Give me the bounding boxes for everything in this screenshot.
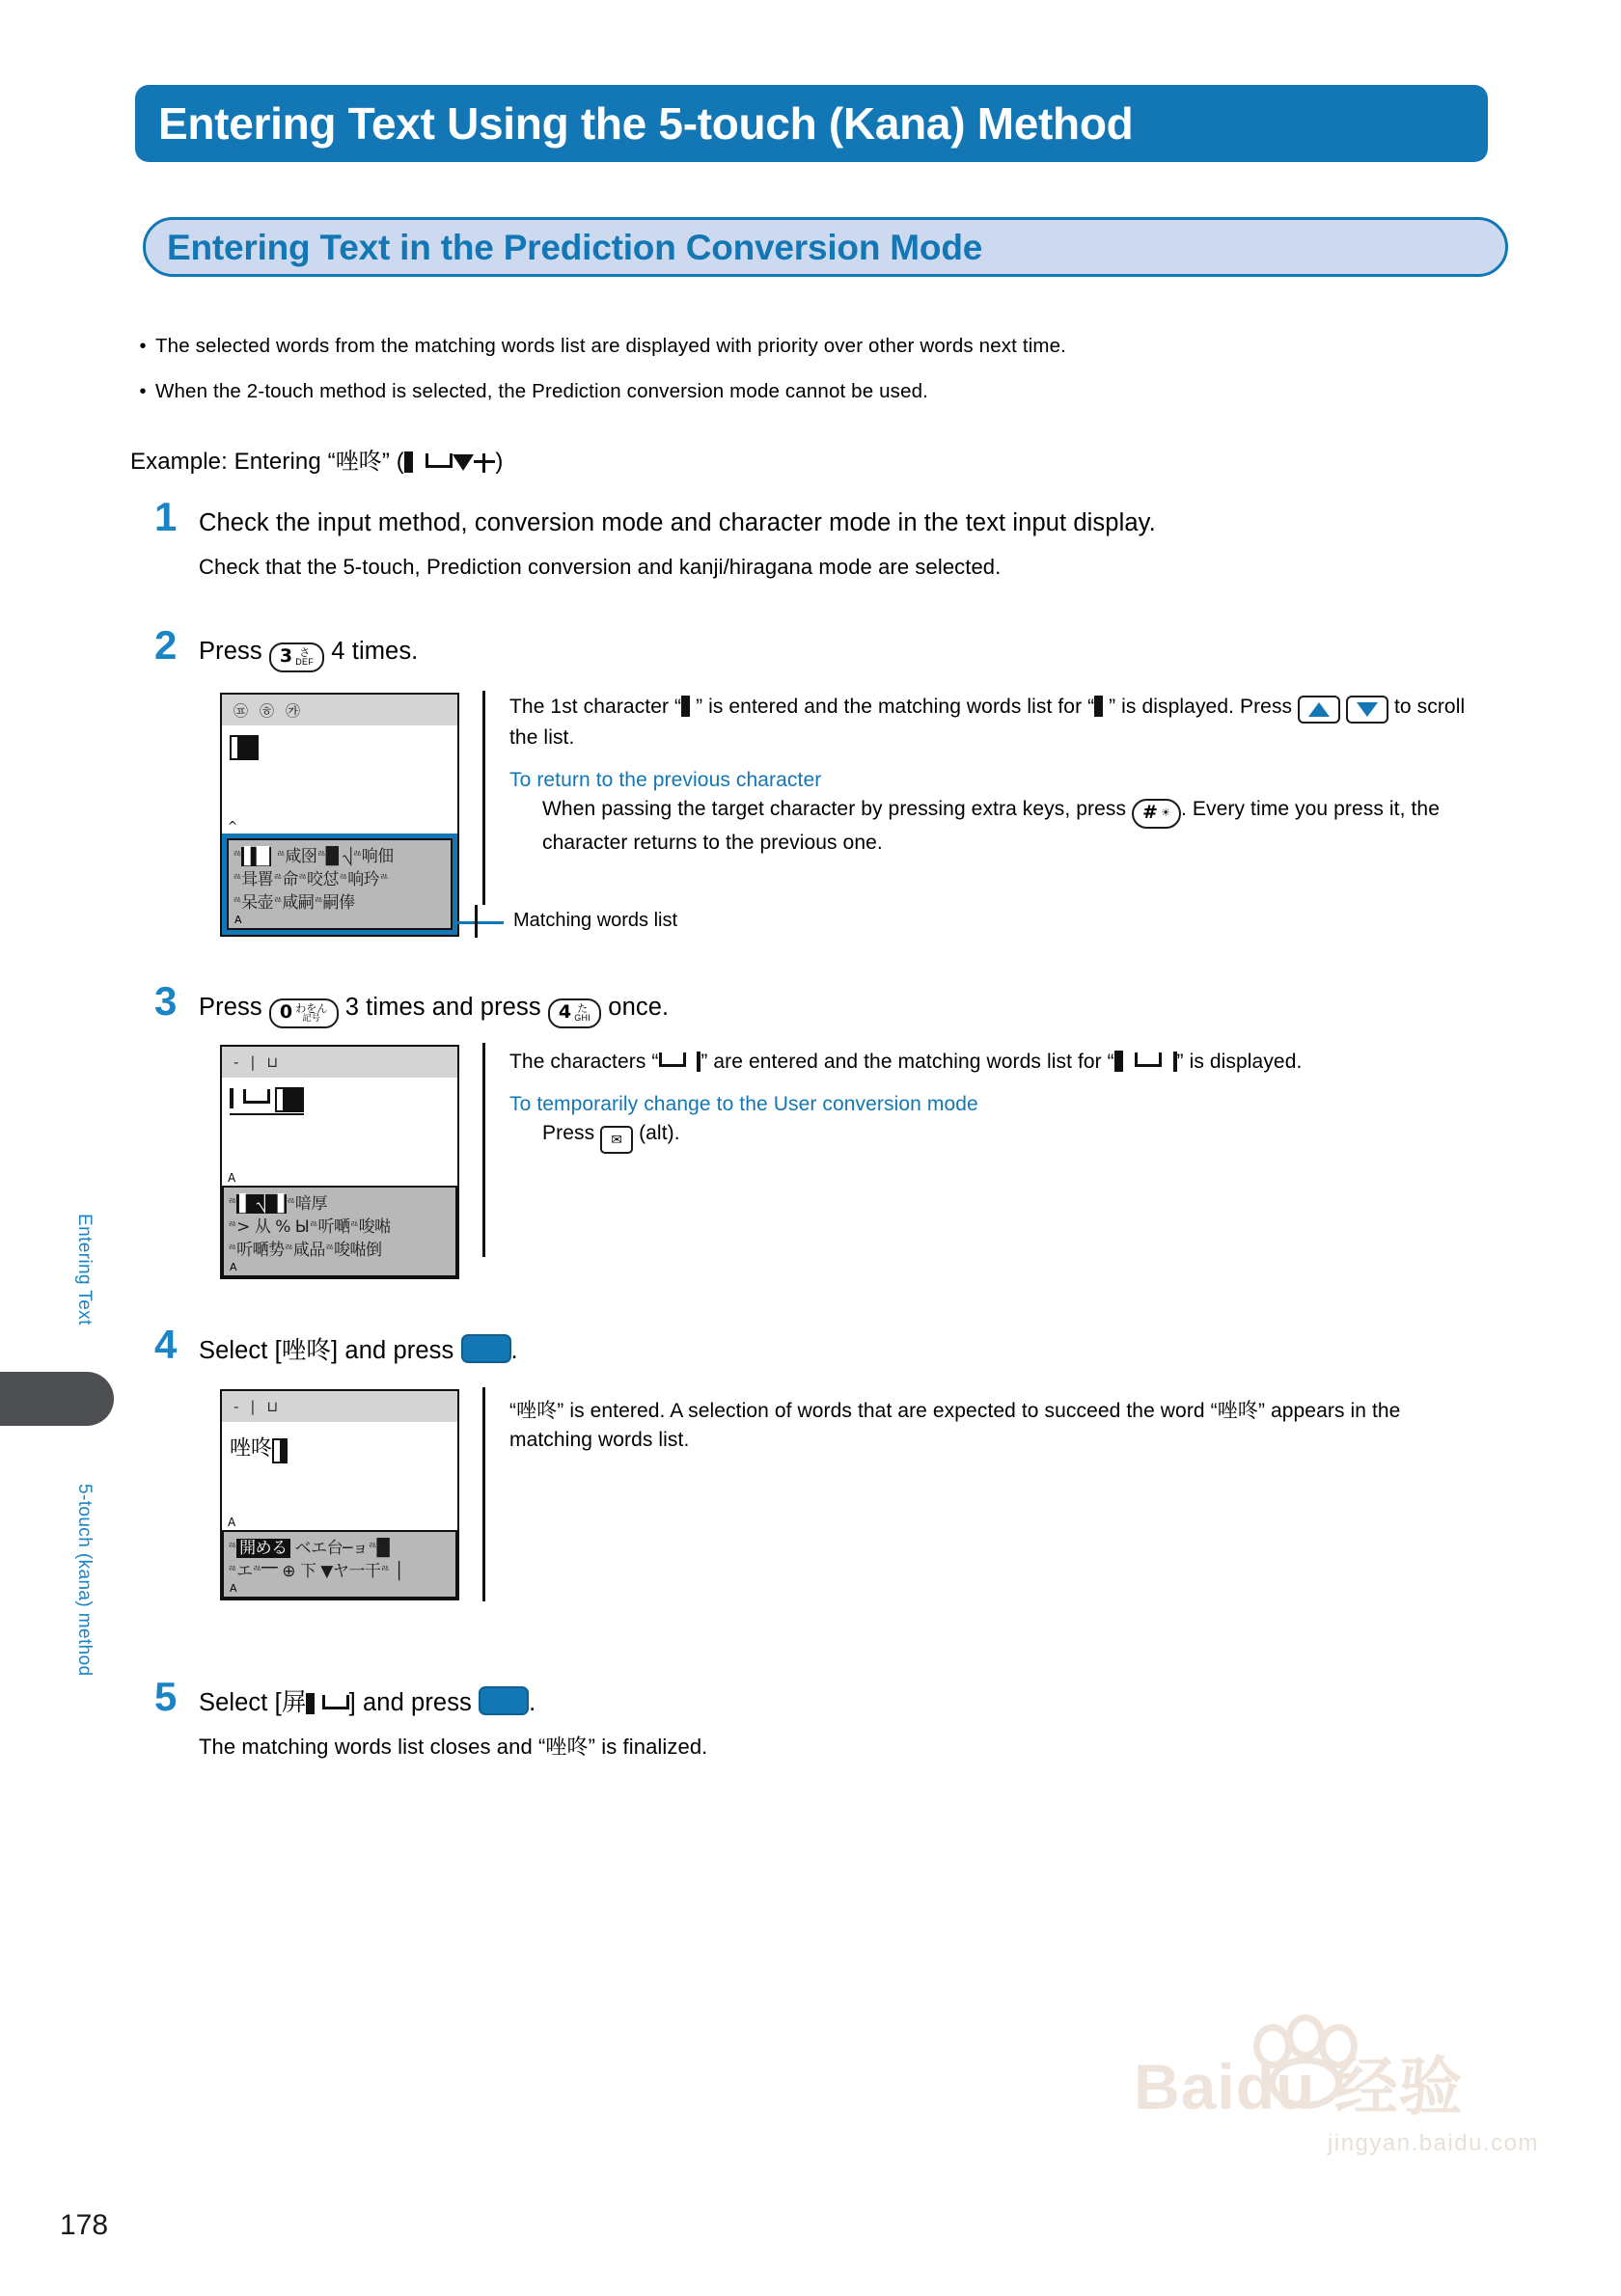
tip-text: .	[1181, 798, 1187, 820]
step-title-end: .	[510, 1337, 518, 1364]
step-title-suffix: ] and press	[348, 1689, 472, 1716]
matching-words-list-highlight	[222, 834, 457, 935]
key-latin: GHI	[574, 1012, 591, 1023]
step-title-prefix: Press	[199, 994, 262, 1021]
key-latin: DEF	[295, 656, 315, 667]
keypad-key-0[interactable]	[269, 998, 339, 1028]
kana-triangle-glyph-icon	[453, 454, 474, 471]
explain-text: is displayed.	[1189, 1051, 1303, 1073]
list-item	[130, 333, 1500, 360]
triangle-down-icon	[1357, 702, 1378, 717]
explain-text: word “唑咚” appears in the matching words list.	[509, 1400, 1401, 1451]
step-2	[154, 622, 1505, 672]
step-number: 5	[154, 1674, 178, 1719]
step-title-end: .	[529, 1689, 536, 1716]
step-2-explanation	[509, 693, 1484, 858]
step-title-prefix: Select [	[199, 1337, 282, 1364]
tip-heading: To temporarily change to the User conversion mode	[509, 1093, 978, 1115]
candidate-row[interactable]: $^ㅬ$ ▌ ⎷ ▐ $^ㅬ$喑厚	[228, 1194, 327, 1214]
kana-bar-glyph-icon	[306, 1693, 315, 1714]
kana-bar-glyph-icon	[1094, 696, 1103, 717]
callout-leader-line	[453, 921, 504, 924]
step-number: 1	[154, 494, 178, 539]
status-icon-2: ㉭	[260, 701, 275, 720]
scroll-down-indicator-icon: A	[230, 1582, 237, 1595]
side-tab-subsection-label: 5-touch (kana) method	[74, 1484, 95, 1677]
example-open-quote: “	[327, 449, 336, 475]
step-4-explanation	[509, 1397, 1484, 1455]
explain-text: The 1st character “	[509, 696, 682, 718]
step-number: 2	[154, 622, 178, 668]
status-icon-1: ㉬	[234, 701, 249, 720]
mail-key-icon[interactable]: ✉	[600, 1126, 633, 1154]
status-icon-1: -	[234, 1053, 239, 1071]
step-3	[154, 978, 1505, 1028]
matching-words-list[interactable]	[222, 1186, 457, 1277]
entered-text: 唑咚	[230, 1436, 273, 1461]
key-digit: 0	[279, 1001, 293, 1023]
watermark-subtext: jingyan.baidu.com	[1328, 2130, 1539, 2156]
kana-bar-glyph-icon	[230, 1088, 234, 1108]
scroll-up-indicator-icon: A	[228, 1516, 236, 1529]
screen-text-area	[222, 725, 457, 834]
status-icon-2: |	[250, 1053, 256, 1071]
step-target-word: 唑咚	[281, 1337, 332, 1364]
keypad-key-4[interactable]	[548, 998, 601, 1028]
status-icon-1: -	[234, 1398, 239, 1415]
section-title-bar	[143, 217, 1508, 277]
phone-screen-step-3	[220, 1045, 459, 1279]
candidate-row[interactable]: $^ㅬ$咠嘼$^ㅬ$命$^ㅬ$咬怤$^ㅬ$响玪$^ㅬ$	[233, 870, 389, 889]
watermark	[1134, 2051, 1539, 2219]
status-icon-3: ㉮	[286, 701, 301, 720]
bullet-dot-icon: •	[139, 381, 147, 402]
tip-heading: To return to the previous character	[509, 769, 822, 791]
screen-text-area	[222, 1078, 457, 1186]
page-number: 178	[60, 2209, 109, 2241]
callout-label: Matching words list	[513, 910, 678, 931]
triangle-up-icon	[1308, 702, 1330, 717]
select-key-icon[interactable]	[461, 1334, 511, 1363]
tip-body	[542, 1119, 1484, 1154]
example-close-quote: ”	[381, 449, 390, 475]
step-target-word: 屏	[281, 1689, 307, 1716]
side-tab-section-label: Entering Text	[74, 1214, 95, 1326]
step-subtitle: Check that the 5-touch, Prediction conversion and kanji/hiragana mode are selected.	[199, 555, 1002, 579]
screen-divider-rule	[482, 691, 485, 905]
step-title-suffix: once.	[608, 994, 670, 1021]
step-number: 3	[154, 978, 178, 1024]
explain-text: ”	[1176, 1051, 1184, 1073]
step-1	[154, 494, 1505, 582]
list-item	[130, 378, 1500, 405]
step-title-suffix: ] and press	[331, 1337, 454, 1364]
page-title-bar	[135, 85, 1488, 162]
matching-words-list[interactable]	[227, 838, 453, 930]
example-paren-open: (	[396, 449, 404, 475]
notes-list	[130, 333, 1500, 424]
candidate-row[interactable]: $^ㅬ$ 開める ベエ台─ョ$^ㅬ$█	[228, 1539, 390, 1558]
step-title-prefix: Press	[199, 638, 262, 665]
screen-status-bar	[222, 1047, 457, 1078]
kana-bar-glyph-icon	[1114, 1051, 1123, 1072]
scroll-down-indicator-icon: A	[234, 914, 242, 926]
key-kana: ☀	[1161, 806, 1171, 819]
step-title-prefix: Select [	[199, 1689, 282, 1716]
screen-status-bar	[222, 1391, 457, 1422]
tip-text: When passing the target character by pressing extra keys, press	[542, 798, 1127, 820]
candidate-row[interactable]: $^ㅬ$听嗮势$^ㅬ$咸品$^ㅬ$唆喖倒	[228, 1241, 382, 1260]
kana-hook-glyph-icon	[659, 1052, 686, 1067]
step-title-middle: 3 times and press	[344, 994, 541, 1021]
key-latin: 記号	[302, 1012, 321, 1023]
explain-text: ” is entered and the matching words list for “	[696, 696, 1095, 718]
step-3-explanation	[509, 1048, 1484, 1154]
example-paren-close: )	[495, 449, 504, 475]
step-4	[154, 1322, 1505, 1367]
paw-print-icon	[1248, 2014, 1373, 2097]
example-prefix: Example: Entering	[130, 449, 321, 475]
candidate-row[interactable]: $^ㅬ$呆壶$^ㅬ$咸嗣$^ㅬ$嗣俸	[233, 893, 355, 913]
candidate-row[interactable]: $^ㅬ$ ▌█ $^ㅬ$咸囹$^ㅬ$█ ⎷$^ㅬ$响佃	[233, 847, 394, 866]
key-digit: 3	[279, 645, 293, 667]
scroll-up-key[interactable]	[1298, 696, 1340, 724]
key-kana: さ	[299, 645, 311, 659]
keypad-key-hash[interactable]	[1132, 799, 1181, 829]
section-title: Entering Text in the Prediction Conversion Mode	[167, 227, 983, 267]
kana-hook-glyph-icon	[322, 1695, 349, 1709]
step-subtitle: The matching words list closes and “唑咚” is finalized.	[199, 1735, 708, 1759]
scroll-down-indicator-icon: A	[230, 1261, 237, 1273]
tip-text: (alt).	[639, 1122, 680, 1144]
bullet-dot-icon: •	[139, 336, 147, 357]
note-text: The selected words from the matching words list are displayed with priority over other words next time.	[155, 335, 1067, 357]
step-title-suffix: 4 times.	[331, 638, 419, 665]
kana-plus-glyph-icon	[474, 451, 495, 473]
note-text: When the 2-touch method is selected, the Prediction conversion mode cannot be used.	[155, 380, 929, 402]
kana-bar-glyph-icon	[404, 451, 413, 473]
tip-text: Press	[542, 1122, 595, 1144]
status-icon-3: ⊔	[266, 1053, 279, 1071]
text-cursor-icon	[230, 735, 259, 760]
key-digit: 4	[558, 1001, 572, 1023]
matching-words-list[interactable]	[222, 1530, 457, 1599]
tip-text: Every time you press it, the character returns to the previous one.	[542, 798, 1440, 854]
scroll-up-indicator-icon: ^	[228, 819, 238, 833]
key-digit: #	[1142, 802, 1159, 823]
explain-text: to scroll the list.	[509, 696, 1466, 749]
example-word: 唑咚	[335, 449, 382, 475]
candidate-row[interactable]: $^ㅬ$エ$^ㅬ$⎻ ⊕ 下 ▼ヤ一干$^ㅬ$ │	[228, 1562, 404, 1581]
page-title: Entering Text Using the 5-touch (Kana) Method	[158, 98, 1134, 149]
explain-text: ” is	[1109, 696, 1137, 718]
step-5	[154, 1674, 1505, 1762]
explain-text: “唑咚” is entered. A selection of words that are expected to succeed the	[509, 1400, 1155, 1422]
phone-screen-step-4	[220, 1389, 459, 1600]
step-title: Check the input method, conversion mode and character mode in the text input display.	[199, 509, 1156, 536]
status-icon-3: ⊔	[266, 1398, 279, 1415]
tip-body	[542, 795, 1484, 858]
text-cursor-icon	[275, 1087, 304, 1112]
side-tab-thumb-marker	[0, 1372, 114, 1426]
key-kana: た	[577, 1001, 589, 1015]
side-tab-rail	[46, 1187, 133, 1727]
explain-text: ” are entered and the matching words list for “	[701, 1051, 1114, 1073]
phone-screen-step-2	[220, 693, 459, 937]
watermark-text: Baidu 经验	[1134, 2051, 1464, 2122]
keypad-key-3[interactable]	[269, 642, 324, 672]
key-kana: わをん	[295, 1001, 328, 1015]
kana-hook-glyph-icon	[243, 1089, 270, 1104]
screen-text-area	[222, 1422, 457, 1530]
explain-text: The characters “	[509, 1051, 659, 1073]
kana-hook-glyph-icon	[1135, 1052, 1162, 1067]
step-number: 4	[154, 1322, 178, 1367]
screen-status-bar	[222, 695, 457, 725]
candidate-row[interactable]: $^ㅬ$> 从 % $Ы^ㅬ$听嗮$^ㅬ$唆喖	[228, 1217, 391, 1237]
callout-leader-tick	[475, 905, 478, 938]
screen-divider-rule	[482, 1043, 485, 1257]
example-line	[130, 446, 504, 478]
scroll-up-indicator-icon: A	[228, 1171, 236, 1185]
scroll-down-key[interactable]	[1346, 696, 1388, 724]
kana-hook-glyph-icon	[426, 453, 453, 468]
status-icon-2: |	[250, 1398, 256, 1415]
explain-text: displayed. Press	[1141, 696, 1293, 718]
kana-bar-glyph-icon	[681, 696, 690, 717]
composition-text	[230, 1087, 304, 1115]
select-key-icon[interactable]	[479, 1686, 529, 1715]
text-cursor-icon	[272, 1438, 288, 1463]
screen-divider-rule	[482, 1387, 485, 1601]
